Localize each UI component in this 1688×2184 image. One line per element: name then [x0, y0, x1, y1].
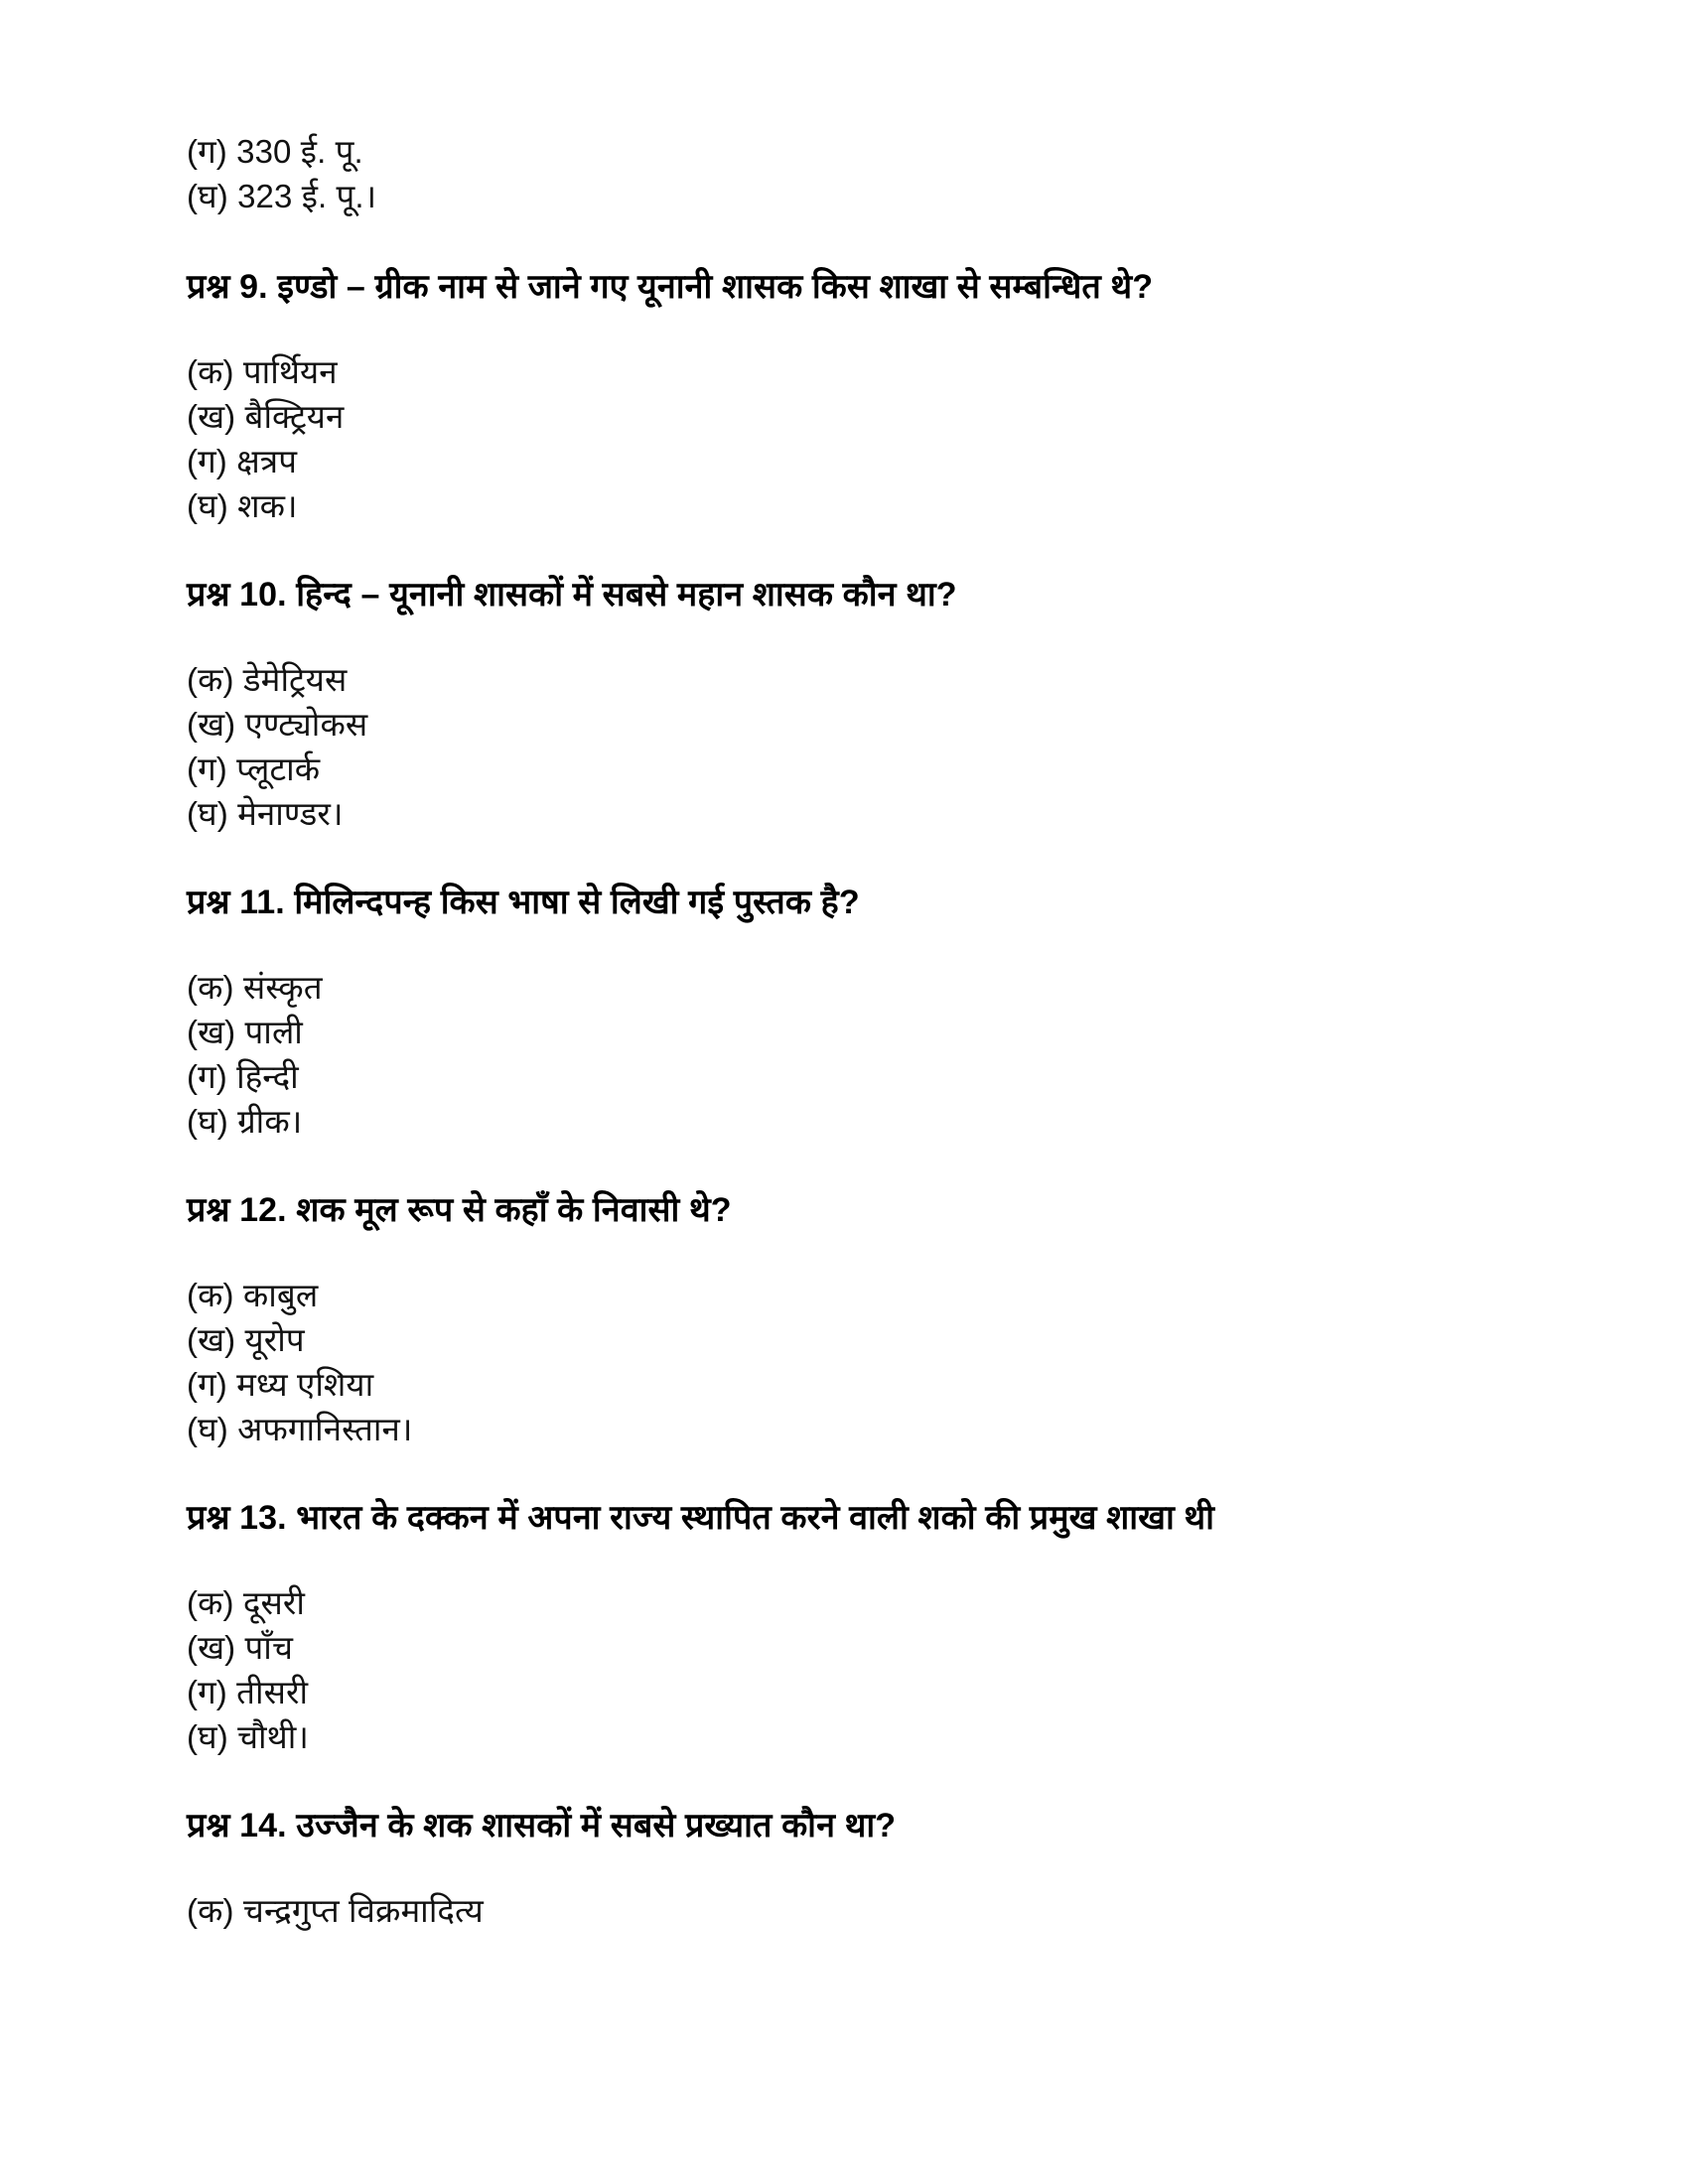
- option-label: (घ): [187, 487, 238, 524]
- option-text: पाली: [244, 1014, 303, 1050]
- option-row[interactable]: [187, 965, 1499, 1010]
- spacer: [187, 925, 1499, 965]
- option-label: (ग): [187, 1058, 237, 1095]
- option-label: (क): [187, 1277, 243, 1313]
- option-row[interactable]: [187, 394, 1499, 439]
- option-label: (ग): [187, 443, 237, 479]
- option-text: अफगानिस्तान।: [237, 1411, 413, 1447]
- question-block-11: [187, 880, 1499, 1144]
- spacer: [187, 218, 1499, 264]
- option-label: (ग): [187, 133, 237, 170]
- option-text: मध्य एशिया: [236, 1366, 374, 1403]
- option-label: (ग): [187, 1674, 237, 1710]
- option-text: क्षत्रप: [236, 443, 298, 479]
- option-row[interactable]: [187, 1010, 1499, 1054]
- question-prompt: प्रश्न 13. भारत के दक्कन में अपना राज्य स्थापित करने वाली शको की प्रमुख शाखा थी: [187, 1499, 1215, 1537]
- spacer: [187, 836, 1499, 880]
- option-text: चौथी।: [237, 1718, 310, 1755]
- option-row[interactable]: [187, 1407, 1499, 1451]
- question-options: [187, 657, 1499, 836]
- option-row[interactable]: [187, 439, 1499, 483]
- spacer: [187, 1144, 1499, 1187]
- option-text: एण्ट्योकस: [244, 706, 368, 743]
- option-row[interactable]: [187, 1362, 1499, 1407]
- question-options: [187, 1888, 1499, 1933]
- option-label: (घ): [187, 1718, 238, 1755]
- option-label: (घ): [187, 1103, 238, 1140]
- option-label: (ख): [187, 706, 245, 743]
- question-options: [187, 965, 1499, 1144]
- option-row[interactable]: [187, 1670, 1499, 1714]
- option-row[interactable]: [187, 1054, 1499, 1099]
- spacer: [187, 1451, 1499, 1495]
- question-options: [187, 1580, 1499, 1759]
- option-text: काबुल: [242, 1277, 319, 1313]
- option-text: संस्कृत: [242, 969, 323, 1006]
- option-label: (ग): [187, 1366, 237, 1403]
- option-text: बैक्ट्रियन: [244, 398, 345, 435]
- option-label: (क): [187, 353, 243, 390]
- option-text: यूरोप: [244, 1321, 305, 1358]
- option-row[interactable]: [187, 1888, 1499, 1933]
- option-text: 330 ई. पू.: [236, 133, 363, 170]
- spacer: [187, 1759, 1499, 1803]
- option-row[interactable]: [187, 1714, 1499, 1759]
- option-label: (ख): [187, 1321, 245, 1358]
- question-block-10: [187, 572, 1499, 836]
- option-row[interactable]: [187, 657, 1499, 702]
- spacer: [187, 1848, 1499, 1888]
- option-label: (ख): [187, 1014, 245, 1050]
- option-label: (क): [187, 969, 243, 1006]
- previous-question-options: [187, 129, 1499, 218]
- option-row[interactable]: [187, 1580, 1499, 1625]
- option-text: ग्रीक।: [237, 1103, 303, 1140]
- option-text: पाँच: [244, 1629, 293, 1666]
- option-row[interactable]: [187, 791, 1499, 836]
- option-label: (क): [187, 1892, 243, 1929]
- question-prompt: प्रश्न 14. उज्जैन के शक शासकों में सबसे प्रख्यात कौन था?: [187, 1807, 897, 1844]
- option-text: पार्थियन: [242, 353, 338, 390]
- option-text: प्लूटार्क: [236, 751, 321, 787]
- spacer: [187, 1233, 1499, 1273]
- option-row[interactable]: [187, 1317, 1499, 1362]
- page-content: [187, 129, 1499, 1933]
- option-label: (ख): [187, 1629, 245, 1666]
- option-text: दूसरी: [242, 1584, 306, 1621]
- spacer: [187, 528, 1499, 572]
- option-row: [187, 129, 1499, 174]
- option-text: डेमेट्रियस: [242, 661, 348, 698]
- option-row[interactable]: [187, 349, 1499, 394]
- option-row[interactable]: [187, 1099, 1499, 1144]
- option-text: शक।: [237, 487, 298, 524]
- option-row[interactable]: [187, 702, 1499, 747]
- option-label: (ग): [187, 751, 237, 787]
- option-text: तीसरी: [236, 1674, 309, 1710]
- option-row[interactable]: [187, 747, 1499, 791]
- spacer: [187, 1541, 1499, 1580]
- option-label: (क): [187, 661, 243, 698]
- option-label: (घ): [187, 795, 238, 832]
- option-text: हिन्दी: [236, 1058, 299, 1095]
- question-block-13: [187, 1495, 1499, 1759]
- spacer: [187, 310, 1499, 349]
- question-prompt: प्रश्न 11. मिलिन्दपन्ह किस भाषा से लिखी गई पुस्तक है?: [187, 884, 860, 921]
- question-block-14: [187, 1803, 1499, 1933]
- option-row[interactable]: [187, 1273, 1499, 1317]
- option-row[interactable]: [187, 1625, 1499, 1670]
- question-prompt: प्रश्न 10. हिन्द – यूनानी शासकों में सबसे महान शासक कौन था?: [187, 576, 957, 614]
- question-block-9: [187, 264, 1499, 528]
- option-text: चन्द्रगुप्त विक्रमादित्य: [242, 1892, 484, 1929]
- question-options: [187, 349, 1499, 528]
- spacer: [187, 617, 1499, 657]
- question-prompt: प्रश्न 12. शक मूल रूप से कहाँ के निवासी थे?: [187, 1191, 732, 1229]
- option-text: 323 ई. पू.।: [237, 178, 377, 214]
- option-text: मेनाण्डर।: [237, 795, 344, 832]
- option-label: (ख): [187, 398, 245, 435]
- option-row: [187, 174, 1499, 218]
- option-label: (घ): [187, 178, 238, 214]
- question-prompt: प्रश्न 9. इण्डो – ग्रीक नाम से जाने गए यूनानी शासक किस शाखा से सम्बन्धित थे?: [187, 268, 1154, 306]
- question-options: [187, 1273, 1499, 1451]
- question-block-12: [187, 1187, 1499, 1451]
- option-label: (घ): [187, 1411, 238, 1447]
- option-label: (क): [187, 1584, 243, 1621]
- option-row[interactable]: [187, 483, 1499, 528]
